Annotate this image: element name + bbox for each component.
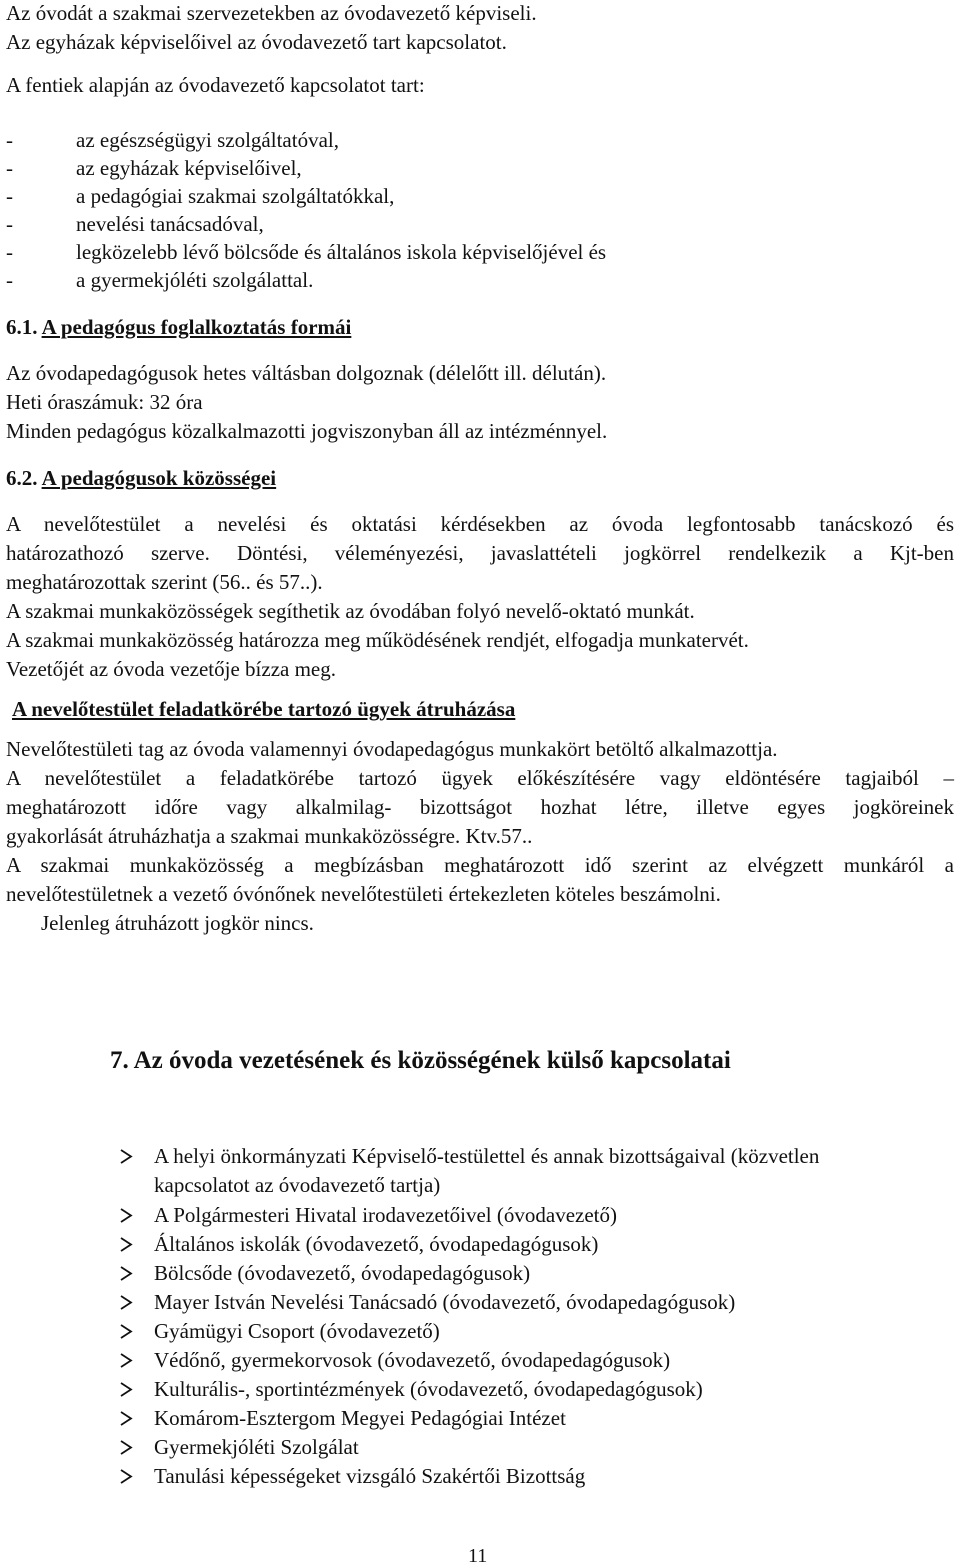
arrow-bullet-icon — [118, 1289, 136, 1315]
intro-line: A fentiek alapján az óvodavezető kapcsolatot tart: — [6, 73, 425, 97]
body-line: határozathozó szerve. Döntési, véleményezési, javaslattételi jogkörrel rendelkezik a Kjt-ben — [6, 541, 954, 565]
arrow-bullet-icon — [118, 1260, 136, 1286]
section-heading-6-2 — [6, 465, 276, 491]
bullet-text: A helyi önkormányzati Képviselő-testülettel és annak bizottságaival (közvetlen — [154, 1144, 820, 1168]
transfer-section-heading — [12, 696, 515, 722]
body-line: Heti óraszámuk: 32 óra — [6, 390, 203, 414]
intro-line: Az óvodát a szakmai szervezetekben az óvodavezető képviseli. — [6, 1, 537, 25]
section-title: A nevelőtestület feladatkörébe tartozó ügyek átruházása — [12, 697, 516, 721]
body-line: gyakorlását átruházhatja a szakmai munkaközösségre. Ktv.57.. — [6, 824, 533, 848]
dash-list-item: - a pedagógiai szakmai szolgáltatókkal, — [6, 184, 395, 208]
bullet-text: Általános iskolák (óvodavezető, óvodapedagógusok) — [154, 1232, 599, 1256]
bullet-text: Tanulási képességeket vizsgáló Szakértői Bizottság — [154, 1464, 586, 1488]
bullet-text: Bölcsőde (óvodavezető, óvodapedagógusok) — [154, 1261, 531, 1285]
body-line: A szakmai munkaközösség a megbízásban meghatározott idő szerint az elvégzett munkáról a — [6, 853, 954, 877]
bullet-text: Mayer István Nevelési Tanácsadó (óvodavezető, óvodapedagógusok) — [154, 1290, 736, 1314]
arrow-bullet-icon — [118, 1202, 136, 1228]
body-line: Nevelőtestületi tag az óvoda valamennyi óvodapedagógus munkakört betöltő alkalmazottja. — [6, 737, 778, 761]
chapter-7-heading: 7. Az óvoda vezetésének és közösségének külső kapcsolatai — [110, 1047, 731, 1074]
intro-line: Az egyházak képviselőivel az óvodavezető tart kapcsolatot. — [6, 30, 507, 54]
body-line: Jelenleg átruházott jogkör nincs. — [41, 911, 314, 935]
bullet-text: kapcsolatot az óvodavezető tartja) — [154, 1173, 441, 1197]
section-title: A pedagógusok közösségei — [41, 466, 277, 490]
arrow-bullet-icon — [118, 1347, 136, 1373]
section-heading-6-1 — [6, 314, 351, 340]
body-line: nevelőtestületnek a vezető óvónőnek nevelőtestületi értekezleten köteles beszámolni. — [6, 882, 721, 906]
arrow-bullet-icon — [118, 1405, 136, 1431]
bullet-text: Védőnő, gyermekorvosok (óvodavezető, óvodapedagógusok) — [154, 1348, 671, 1372]
body-line: A szakmai munkaközösségek segíthetik az óvodában folyó nevelő-oktató munkát. — [6, 599, 695, 623]
arrow-bullet-icon — [118, 1231, 136, 1257]
body-line: meghatározott időre vagy alkalmilag- bizottságot hozhat létre, illetve egyes jogköreinek — [6, 795, 954, 819]
arrow-bullet-icon — [118, 1463, 136, 1489]
dash-list-item: - a gyermekjóléti szolgálattal. — [6, 268, 314, 292]
dash-list-item: - nevelési tanácsadóval, — [6, 212, 264, 236]
dash-list-item: - az egészségügyi szolgáltatóval, — [6, 128, 339, 152]
bullet-text: Kulturális-, sportintézmények (óvodavezető, óvodapedagógusok) — [154, 1377, 703, 1401]
arrow-bullet-icon — [118, 1434, 136, 1460]
dash-list-item: - legközelebb lévő bölcsőde és általános iskola képviselőjével és — [6, 240, 607, 264]
body-line: Vezetőjét az óvoda vezetője bízza meg. — [6, 657, 336, 681]
section-number: 6.2. — [6, 466, 38, 490]
body-line: meghatározottak szerint (56.. és 57..). — [6, 570, 323, 594]
body-line: Minden pedagógus közalkalmazotti jogviszonyban áll az intézménnyel. — [6, 419, 608, 443]
body-line: Az óvodapedagógusok hetes váltásban dolgoznak (délelőtt ill. délután). — [6, 361, 607, 385]
body-line: A nevelőtestület a feladatkörébe tartozó ügyek előkészítésére vagy eldöntésére tagjaiból – — [6, 766, 954, 790]
section-title: A pedagógus foglalkoztatás formái — [41, 315, 352, 339]
arrow-bullet-icon — [118, 1318, 136, 1344]
body-line: A szakmai munkaközösség határozza meg működésének rendjét, elfogadja munkatervét. — [6, 628, 749, 652]
arrow-bullet-icon — [118, 1143, 136, 1169]
arrow-bullet-icon — [118, 1376, 136, 1402]
bullet-text: Gyámügyi Csoport (óvodavezető) — [154, 1319, 440, 1343]
bullet-text: Gyermekjóléti Szolgálat — [154, 1435, 359, 1459]
dash-list-item: - az egyházak képviselőivel, — [6, 156, 302, 180]
bullet-text: Komárom-Esztergom Megyei Pedagógiai Intézet — [154, 1406, 566, 1430]
body-line: A nevelőtestület a nevelési és oktatási kérdésekben az óvoda legfontosabb tanácskozó és — [6, 512, 954, 536]
bullet-text: A Polgármesteri Hivatal irodavezetőivel (óvodavezető) — [154, 1203, 617, 1227]
section-number: 6.1. — [6, 315, 38, 339]
page-number: 11 — [468, 1545, 488, 1567]
